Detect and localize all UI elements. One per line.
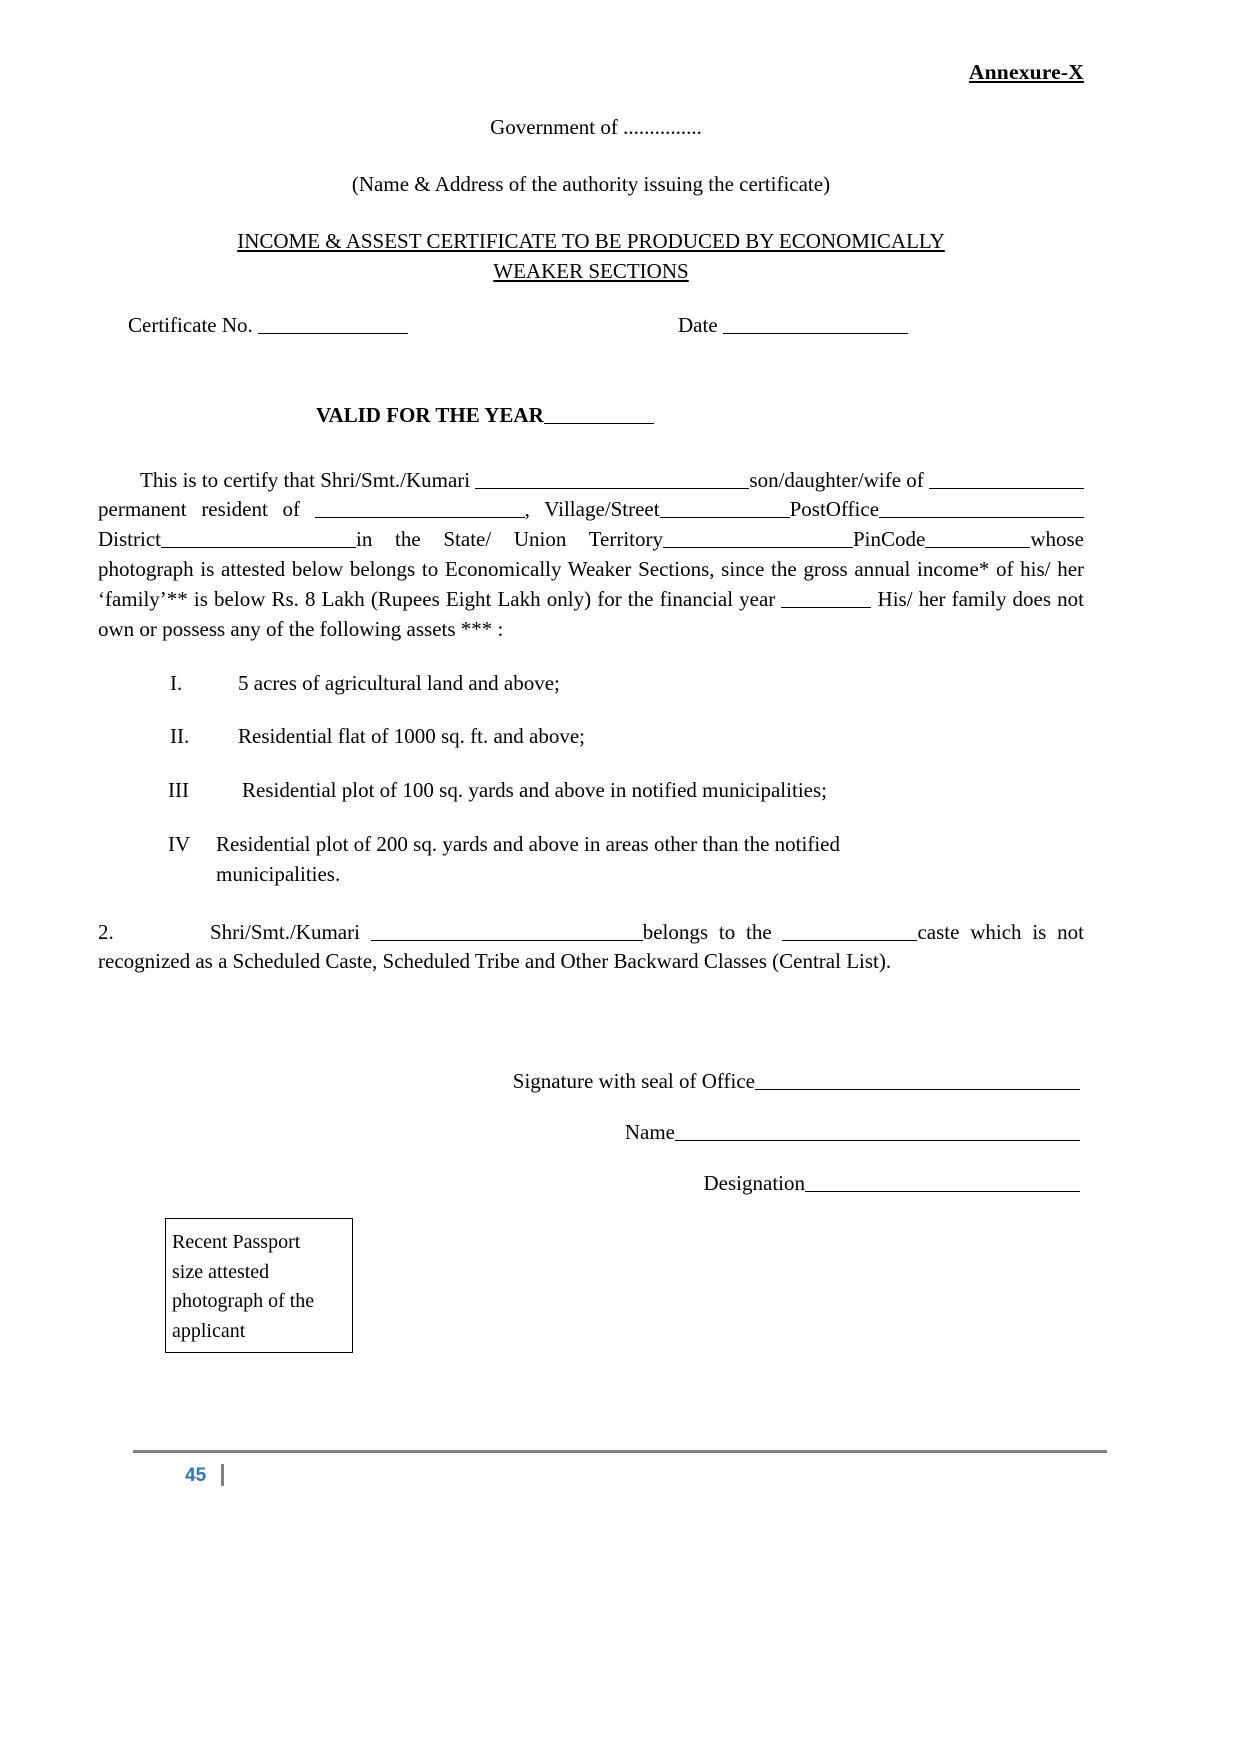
designation-row <box>98 1171 1084 1194</box>
clause-number: 2. <box>98 919 114 944</box>
village-label: Village/Street <box>544 497 660 522</box>
asset-number: III <box>168 778 189 803</box>
parent-name-field[interactable] <box>929 468 1084 489</box>
certificate-meta-row <box>98 313 1084 347</box>
certify-text-16: His/ <box>877 586 913 611</box>
caste-clause <box>98 918 1084 978</box>
certify-text-4: resident <box>201 497 268 522</box>
asset-text: Residential plot of 200 sq. yards and above in areas other than the notified municipalities. <box>216 831 841 886</box>
annexure-label: Annexure-X <box>968 60 1084 84</box>
clause-applicant-name-field[interactable] <box>371 920 643 941</box>
signatory-name-field[interactable] <box>675 1120 1080 1141</box>
asset-number: II. <box>170 724 190 749</box>
government-line: Government of ............... <box>490 115 702 139</box>
list-item <box>98 830 1084 890</box>
asset-number: IV <box>168 831 191 856</box>
date-group <box>678 313 908 338</box>
signature-line-row <box>98 1069 1084 1092</box>
list-item <box>98 722 1084 752</box>
certification-paragraph <box>98 466 1084 645</box>
valid-for-year-row <box>98 403 1084 428</box>
date-field[interactable] <box>723 313 908 334</box>
certify-text-14: attested below belongs to Economically Weaker Sections, since the gross annual income* of his/ <box>221 557 1051 582</box>
annexure-row <box>98 60 1084 85</box>
list-item <box>98 669 1084 699</box>
applicant-name-field[interactable] <box>475 468 749 489</box>
clause-text-4: which is not recognized as a Scheduled Caste, Scheduled Tribe and Other Backward Classes (Central List). <box>98 919 1084 974</box>
passport-photo-box <box>165 1218 353 1353</box>
district-field[interactable] <box>161 527 356 548</box>
signature-block <box>98 1069 1084 1194</box>
state-label: the State/ Union Territory <box>395 527 663 552</box>
caste-field[interactable] <box>782 920 917 941</box>
photo-box-line-4: applicant <box>172 1319 246 1342</box>
certify-text-3: permanent <box>98 497 187 522</box>
valid-for-year-field[interactable] <box>544 403 654 424</box>
signature-seal-label: Signature with seal of Office <box>512 1069 755 1094</box>
postoffice-field[interactable] <box>879 498 1084 519</box>
footer-divider <box>133 1450 1107 1453</box>
district-label: District <box>98 527 161 552</box>
page-number-marker <box>221 1464 224 1486</box>
pincode-label: PinCode <box>853 527 926 552</box>
page-title-line-2: WEAKER SECTIONS <box>493 258 689 283</box>
assets-list <box>98 669 1084 890</box>
asset-text: Residential plot of 100 sq. yards and above in notified municipalities; <box>242 778 827 803</box>
designation-field[interactable] <box>805 1171 1080 1192</box>
certify-text-15: her ‘family’** is below Rs. 8 Lakh (Rupees Eight Lakh only) for the financial year <box>98 557 1085 611</box>
asset-number: I. <box>170 670 183 695</box>
photo-box-line-2: size attested <box>172 1260 270 1283</box>
designation-label: Designation <box>703 1171 805 1195</box>
pincode-field[interactable] <box>925 527 1030 548</box>
certify-text-13: whose photograph is <box>98 527 1085 582</box>
financial-year-field[interactable] <box>781 587 871 608</box>
certify-text-2: son/daughter/wife of <box>749 467 924 492</box>
authority-line: (Name & Address of the authority issuing the certificate) <box>351 172 831 196</box>
clause-text-3: caste <box>917 919 960 944</box>
certificate-no-field[interactable] <box>258 313 408 334</box>
signatory-name-label: Name <box>624 1120 675 1145</box>
certify-text-17: her family does not own or possess any of the following assets *** : <box>98 586 1085 641</box>
asset-text: 5 acres of agricultural land and above; <box>238 670 560 695</box>
clause-text-2: belongs to the <box>642 919 772 944</box>
photo-box-line-3: photograph of the <box>172 1290 315 1313</box>
residence-field[interactable] <box>315 498 525 519</box>
page-footer <box>133 1450 1107 1491</box>
certificate-no-label: Certificate No. <box>128 312 253 337</box>
certify-text-6: , <box>524 497 530 522</box>
certify-text-5: of <box>282 497 300 522</box>
date-label: Date <box>678 312 718 337</box>
postoffice-label: PostOffice <box>789 497 880 522</box>
page-number-container <box>133 1465 1107 1491</box>
page-title <box>98 227 1084 287</box>
signature-seal-field[interactable] <box>755 1069 1080 1090</box>
document-content <box>98 60 1084 1222</box>
page-number: 45 <box>185 1465 207 1486</box>
asset-text: Residential flat of 1000 sq. ft. and above; <box>238 724 586 749</box>
valid-for-year-label: VALID FOR THE YEAR <box>316 402 544 427</box>
page-title-line-1: INCOME & ASSEST CERTIFICATE TO BE PRODUCED BY ECONOMICALLY <box>237 229 945 253</box>
certify-text-1: This is to certify that Shri/Smt./Kumari <box>140 467 471 492</box>
photo-box-line-1: Recent Passport <box>172 1231 301 1253</box>
clause-text-1: Shri/Smt./Kumari <box>210 919 360 944</box>
list-item <box>98 776 1084 806</box>
signatory-name-row <box>98 1120 1084 1143</box>
certify-text-10: in <box>356 527 373 552</box>
village-field[interactable] <box>660 498 790 519</box>
state-field[interactable] <box>663 527 853 548</box>
